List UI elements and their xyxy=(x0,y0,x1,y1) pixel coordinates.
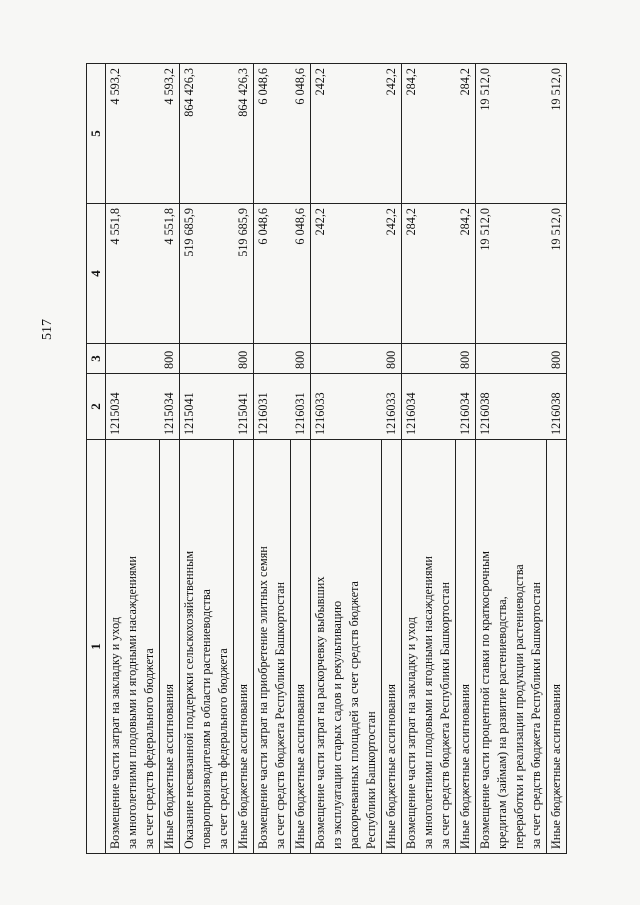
row-name-line: Республики Башкортостан xyxy=(364,711,378,849)
table-row xyxy=(402,64,456,854)
row-value-col4: 19 512,0 xyxy=(547,204,567,344)
table-row xyxy=(106,64,160,854)
row-name xyxy=(547,440,567,854)
row-name-line: из эксплуатации старых садов и рекультивацию xyxy=(330,600,344,849)
header-col-4: 4 xyxy=(87,204,106,344)
row-code: 1216033 xyxy=(382,374,402,440)
row-code: 1215034 xyxy=(106,374,160,440)
table-row xyxy=(160,64,180,854)
row-name-line: за счет средств бюджета Республики Башкортостан xyxy=(273,581,287,849)
row-name-line: за счет средств федерального бюджета xyxy=(142,648,156,849)
row-value-col4: 242,2 xyxy=(311,204,382,344)
table-header xyxy=(87,64,106,854)
row-value-col4: 242,2 xyxy=(382,204,402,344)
row-group xyxy=(106,344,160,374)
table-row xyxy=(456,64,476,854)
row-name xyxy=(456,440,476,854)
row-name-line: Иные бюджетные ассигнования xyxy=(458,683,472,849)
row-name-line: за счет средств бюджета Республики Башкортостан xyxy=(438,581,452,849)
row-value-col5: 284,2 xyxy=(402,64,456,204)
row-name-line: Иные бюджетные ассигнования xyxy=(236,683,250,849)
row-value-col5: 6 048,6 xyxy=(254,64,291,204)
row-code: 1216031 xyxy=(254,374,291,440)
row-name-line: Возмещение части процентной ставки по краткосрочным xyxy=(478,551,492,849)
row-name-line: переработки и реализации продукции растениеводства xyxy=(512,564,526,849)
row-value-col4: 284,2 xyxy=(456,204,476,344)
row-value-col4: 4 551,8 xyxy=(106,204,160,344)
row-name-line: за счет средств федерального бюджета xyxy=(216,648,230,849)
row-name-line: Оказание несвязанной поддержки сельскохозяйственным xyxy=(182,550,196,849)
row-name xyxy=(291,440,311,854)
row-name xyxy=(402,440,456,854)
row-value-col4: 6 048,6 xyxy=(254,204,291,344)
row-value-col5: 242,2 xyxy=(382,64,402,204)
page-number: 517 xyxy=(40,319,55,340)
row-name-line: раскорчеванных площадей за счет средств бюджета xyxy=(347,581,361,849)
row-group xyxy=(476,344,547,374)
row-value-col4: 19 512,0 xyxy=(476,204,547,344)
table-row xyxy=(234,64,254,854)
header-col-2: 2 xyxy=(87,374,106,440)
row-code: 1215041 xyxy=(234,374,254,440)
row-name-line: кредитам (займам) на развитие растениеводства, xyxy=(495,596,509,849)
row-name-line: Иные бюджетные ассигнования xyxy=(293,683,307,849)
row-value-col5: 864 426,3 xyxy=(234,64,254,204)
table-row xyxy=(547,64,567,854)
row-name xyxy=(160,440,180,854)
row-name xyxy=(254,440,291,854)
table-row xyxy=(291,64,311,854)
row-name-line: Возмещение части затрат на закладку и уход xyxy=(108,616,122,849)
row-value-col5: 4 593,2 xyxy=(160,64,180,204)
row-name xyxy=(106,440,160,854)
row-code: 1215034 xyxy=(160,374,180,440)
row-code: 1216034 xyxy=(456,374,476,440)
row-code: 1216038 xyxy=(547,374,567,440)
row-name-line: за многолетними плодовыми и ягодными насаждениями xyxy=(125,556,139,849)
row-group xyxy=(254,344,291,374)
table-body xyxy=(106,64,567,854)
row-value-col5: 242,2 xyxy=(311,64,382,204)
table-row xyxy=(382,64,402,854)
row-code: 1215041 xyxy=(180,374,234,440)
row-code: 1216031 xyxy=(291,374,311,440)
row-name xyxy=(234,440,254,854)
header-row xyxy=(87,64,106,854)
row-value-col5: 284,2 xyxy=(456,64,476,204)
row-code: 1216038 xyxy=(476,374,547,440)
row-name-line: Возмещение части затрат на закладку и уход xyxy=(404,616,418,849)
row-name-line: за счет средств бюджета Республики Башкортостан xyxy=(529,581,543,849)
header-col-1: 1 xyxy=(87,440,106,854)
row-value-col5: 864 426,3 xyxy=(180,64,234,204)
row-code: 1216033 xyxy=(311,374,382,440)
row-value-col5: 19 512,0 xyxy=(547,64,567,204)
row-name xyxy=(180,440,234,854)
row-name-line: Иные бюджетные ассигнования xyxy=(384,683,398,849)
header-col-3: 3 xyxy=(87,344,106,374)
row-group: 800 xyxy=(291,344,311,374)
row-group: 800 xyxy=(456,344,476,374)
header-col-5: 5 xyxy=(87,64,106,204)
row-group: 800 xyxy=(234,344,254,374)
row-value-col4: 519 685,9 xyxy=(234,204,254,344)
row-name-line: за многолетними плодовыми и ягодными насаждениями xyxy=(421,556,435,849)
budget-table xyxy=(86,63,567,854)
rotated-table-wrapper xyxy=(86,64,563,854)
row-name-line: Возмещение части затрат на приобретение элитных семян xyxy=(256,546,270,849)
row-name-line: товаропроизводителям в области растениеводства xyxy=(199,589,213,849)
row-value-col5: 19 512,0 xyxy=(476,64,547,204)
row-name xyxy=(476,440,547,854)
row-value-col5: 6 048,6 xyxy=(291,64,311,204)
row-value-col4: 284,2 xyxy=(402,204,456,344)
row-group xyxy=(402,344,456,374)
row-name xyxy=(382,440,402,854)
table-row xyxy=(180,64,234,854)
row-group: 800 xyxy=(382,344,402,374)
row-name-line: Возмещение части затрат на раскорчевку выбывших xyxy=(313,576,327,849)
row-name-line: Иные бюджетные ассигнования xyxy=(549,683,563,849)
row-value-col4: 6 048,6 xyxy=(291,204,311,344)
table-row xyxy=(311,64,382,854)
row-name xyxy=(311,440,382,854)
table-row xyxy=(476,64,547,854)
row-value-col4: 519 685,9 xyxy=(180,204,234,344)
row-group xyxy=(180,344,234,374)
table-row xyxy=(254,64,291,854)
row-code: 1216034 xyxy=(402,374,456,440)
row-value-col4: 4 551,8 xyxy=(160,204,180,344)
row-name-line: Иные бюджетные ассигнования xyxy=(162,683,176,849)
row-value-col5: 4 593,2 xyxy=(106,64,160,204)
row-group: 800 xyxy=(160,344,180,374)
row-group: 800 xyxy=(547,344,567,374)
row-group xyxy=(311,344,382,374)
